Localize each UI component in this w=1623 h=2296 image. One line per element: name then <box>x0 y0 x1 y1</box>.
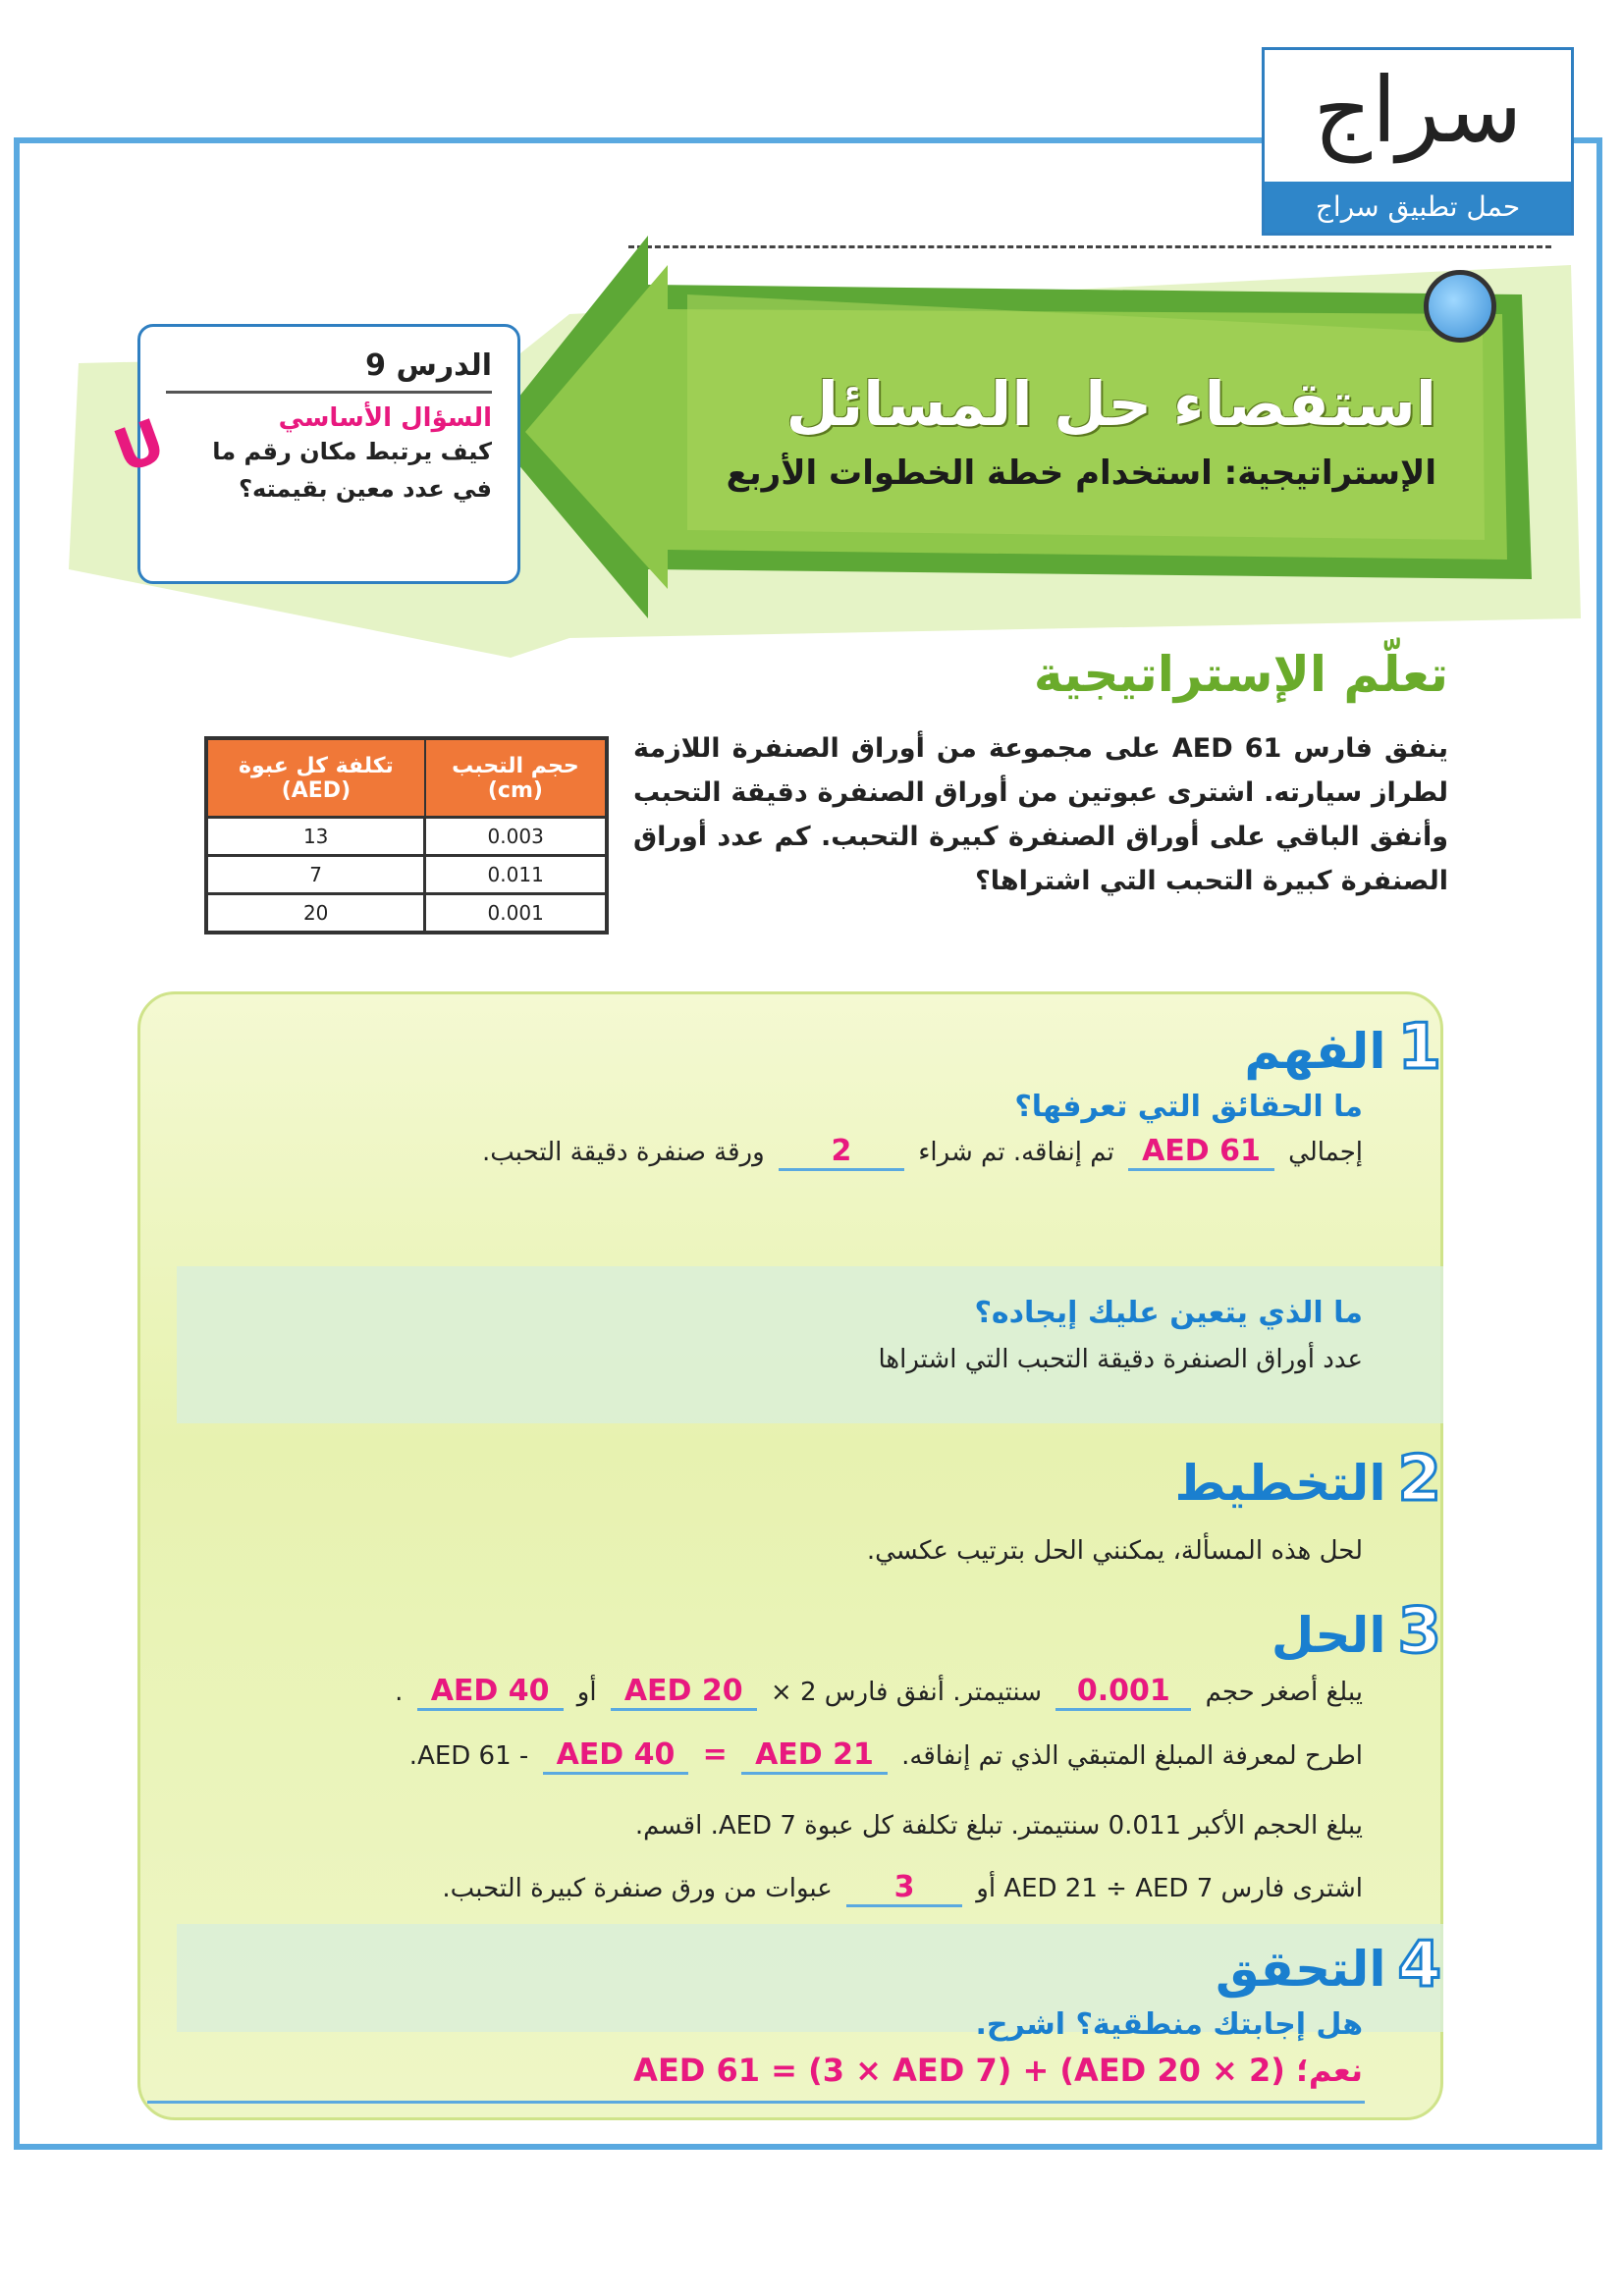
step-number: 1 <box>1397 1011 1441 1084</box>
table-row <box>206 818 607 856</box>
check-answer: نعم؛ (2 × AED 20) + (3 × AED 7) = AED 61 <box>633 2052 1363 2089</box>
facts-line <box>482 1134 1363 1171</box>
logo-tagline: حمل تطبيق سراج <box>1265 182 1571 233</box>
table-header-row <box>206 738 607 818</box>
step-title: الفهم <box>1244 1023 1386 1080</box>
answer-blank: AED 40 <box>543 1737 689 1775</box>
text-span: سنتيمتر. أنفق فارس 2 × <box>770 1678 1043 1707</box>
question-find: ما الذي يتعين عليك إيجاده؟ <box>974 1296 1363 1330</box>
table-row <box>206 856 607 894</box>
table-cell: 20 <box>206 894 425 934</box>
answer-blank: AED 20 <box>611 1674 757 1711</box>
essential-question-text: كيف يرتبط مكان رقم ما في عدد معين بقيمته؟ <box>212 438 492 503</box>
plan-line: لحل هذه المسألة، يمكنني الحل بترتيب عكسي. <box>866 1536 1363 1566</box>
answer-blank: AED 61 <box>1128 1134 1274 1171</box>
answer-blank: 0.001 <box>1055 1674 1191 1711</box>
text-span: يبلغ أصغر حجم <box>1205 1678 1363 1707</box>
answer-underline <box>147 2101 1365 2104</box>
equals-sign: = <box>702 1737 728 1772</box>
lesson-card <box>137 324 520 584</box>
table-cell: 7 <box>206 856 425 894</box>
problem-text: ينفق فارس AED 61 على مجموعة من أوراق الصنفرة اللازمة لطراز سيارته. اشترى عبوتين من أوراق الصنفرة دقيقة التحبب وأنفق الباقي على أوراق الصنفرة كبيرة التحبب. كم عدد أوراق الصنفرة كبيرة التحبب التي اشتراها؟ <box>633 733 1448 896</box>
step-number: 2 <box>1397 1443 1441 1516</box>
text-span: تم إنفاقه. تم شراء <box>918 1138 1114 1167</box>
find-line: عدد أوراق الصنفرة دقيقة التحبب التي اشتراها <box>878 1345 1363 1374</box>
lesson-title: استقصاء حل المسائل <box>785 368 1436 440</box>
sandpaper-table <box>204 736 609 934</box>
answer-blank: AED 40 <box>417 1674 564 1711</box>
table-header: تكلفة كل عبوة (AED) <box>206 738 425 818</box>
globe-icon <box>1424 270 1496 343</box>
strategy-subtitle: الإستراتيجية: استخدام خطة الخطوات الأربع <box>726 454 1436 493</box>
table-cell: 0.001 <box>425 894 607 934</box>
question-reasonable: هل إجابتك منطقية؟ اشرح. <box>975 2007 1363 2042</box>
lesson-label: الدرس 9 <box>166 348 492 394</box>
table-cell: 0.011 <box>425 856 607 894</box>
learn-strategy-title: تعلّم الإستراتيجية <box>1033 646 1448 703</box>
step-number: 3 <box>1397 1595 1441 1668</box>
essential-question-title: السؤال الأساسي <box>278 403 492 433</box>
table-header: حجم التحبب (cm) <box>425 738 607 818</box>
magnet-icon: U <box>105 405 175 488</box>
step-understand <box>1244 1011 1441 1084</box>
step-number: 4 <box>1397 1929 1441 2002</box>
text-span: - AED 61. <box>408 1741 529 1771</box>
answer-blank: 2 <box>779 1134 904 1171</box>
step-title: التخطيط <box>1174 1455 1386 1512</box>
text-span: اطرح لمعرفة المبلغ المتبقي الذي تم إنفاقه. <box>901 1741 1363 1771</box>
text-span: أو <box>576 1678 597 1707</box>
text-span: . <box>395 1678 404 1707</box>
answer-blank: 3 <box>846 1870 962 1907</box>
solve-line-3: يبلغ الحجم الأكبر 0.011 سنتيمتر. تبلغ تكلفة كل عبوة AED 7. اقسم. <box>634 1811 1363 1841</box>
text-span: إجمالي <box>1288 1138 1363 1167</box>
question-facts: ما الحقائق التي تعرفها؟ <box>1014 1090 1363 1124</box>
logo-word: سراج <box>1313 58 1523 163</box>
solve-line-2 <box>409 1737 1363 1775</box>
text-span: ورقة صنفرة دقيقة التحبب. <box>481 1138 765 1167</box>
step-solve <box>1271 1595 1441 1668</box>
table-row <box>206 894 607 934</box>
step-plan <box>1174 1443 1441 1516</box>
step-title: الحل <box>1271 1607 1386 1664</box>
text-span: اشترى فارس AED 21 ÷ AED 7 أو <box>976 1874 1363 1903</box>
table-cell: 13 <box>206 818 425 856</box>
solve-line-1 <box>395 1674 1363 1711</box>
answer-blank: AED 21 <box>741 1737 888 1775</box>
solve-line-4 <box>442 1870 1363 1907</box>
text-span: عبوات من ورق صنفرة كبيرة التحبب. <box>442 1874 833 1903</box>
table-cell: 0.003 <box>425 818 607 856</box>
step-title: التحقق <box>1216 1941 1386 1998</box>
step-check <box>1216 1929 1441 2002</box>
